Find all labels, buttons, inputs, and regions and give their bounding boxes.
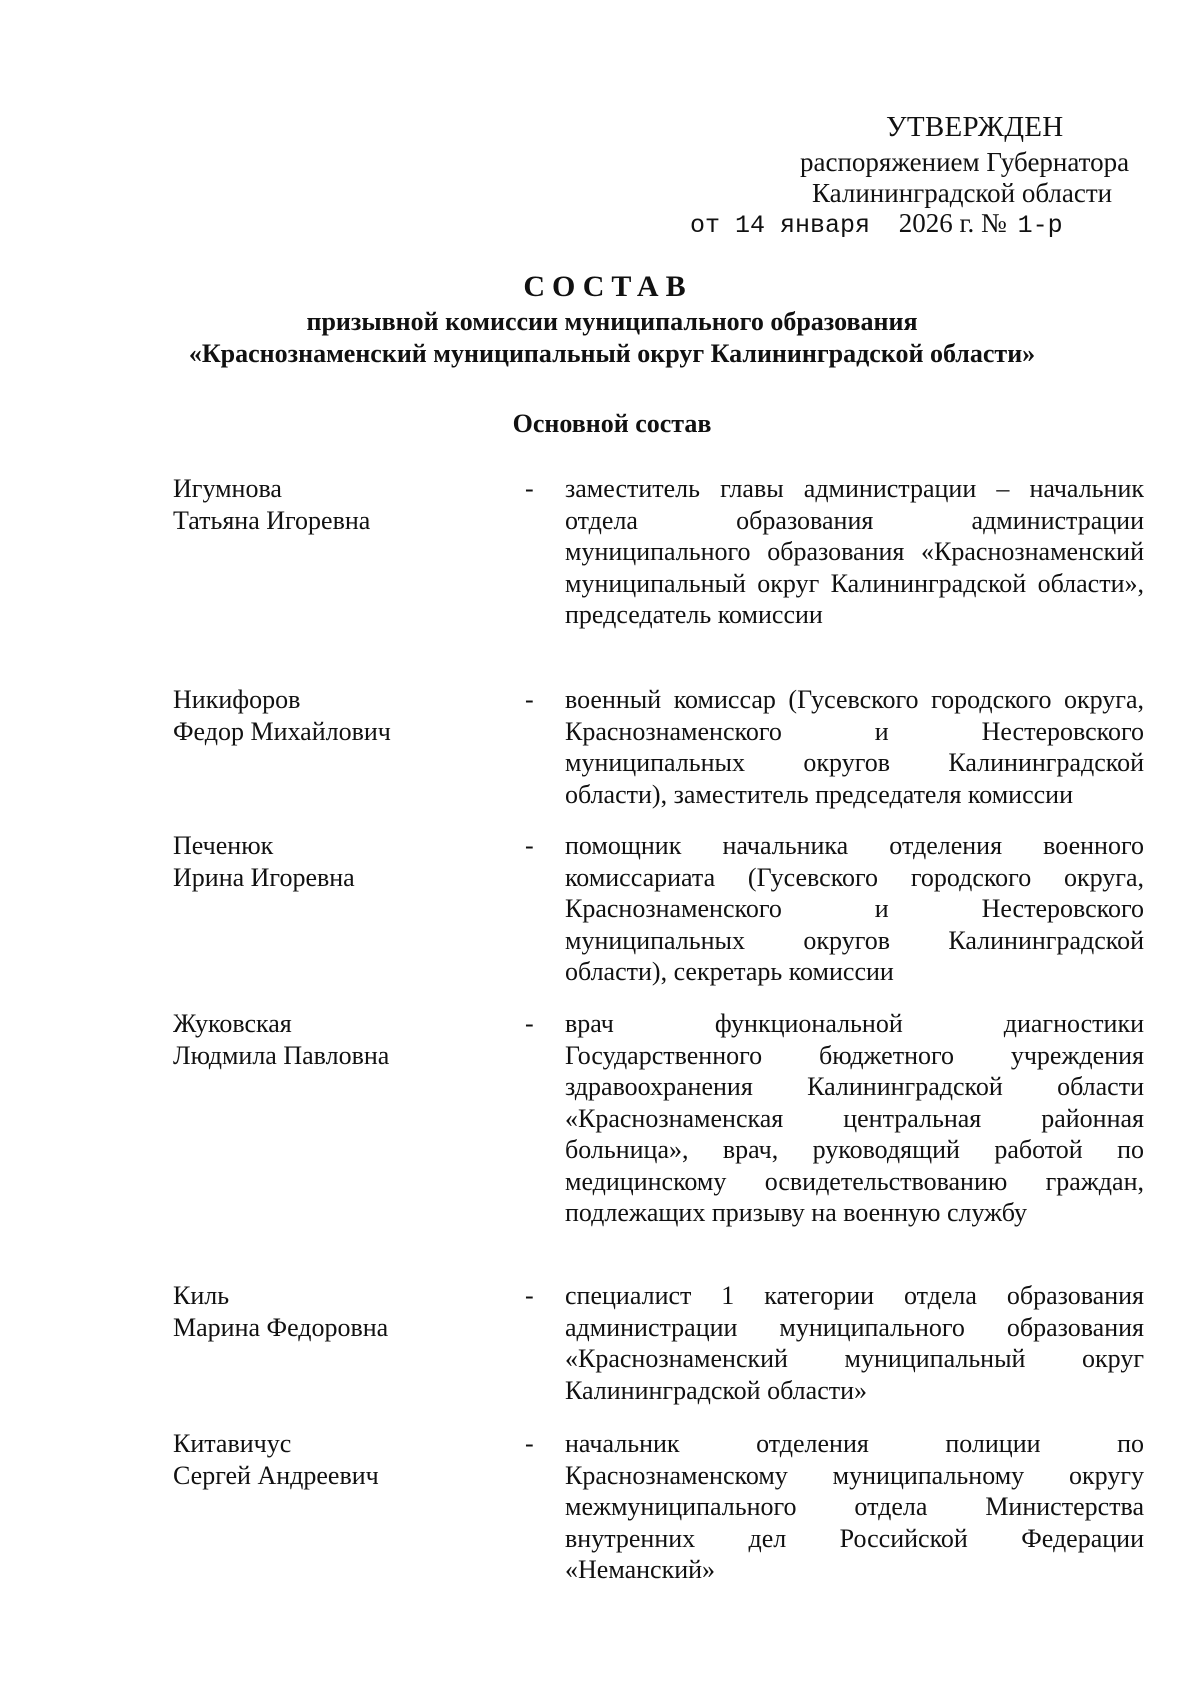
member-given-names: Татьяна Игоревна (173, 506, 371, 535)
document-title: СОСТАВ (523, 270, 693, 303)
member-name (173, 1008, 503, 1072)
member-role: врач функциональной диагностики Государственного бюджетного учреждения здравоохранения Калининградской области «Краснознаменская центральная районная больница», врач, руководящий работой по медицинскому освидетельствованию граждан, подлежащих призыву на военную службу (565, 1009, 1144, 1227)
member-role: специалист 1 категории отдела образования администрации муниципального образования «Краснознаменский муниципальный округ Калининградской области» (565, 1281, 1144, 1405)
member-role: военный комиссар (Гусевского городского округа, Краснознаменского и Нестеровского муниципальных округов Калининградской области), заместитель председателя комиссии (565, 685, 1144, 809)
document-subtitle-line-2: «Краснознаменский муниципальный округ Калининградской области» (188, 339, 1036, 368)
member-given-names: Ирина Игоревна (173, 863, 355, 892)
member-surname: Киль (173, 1281, 230, 1310)
member-surname: Печенюк (173, 831, 274, 860)
approved-by-order: распоряжением Губернатора (800, 147, 1130, 177)
member-role: помощник начальника отделения военного комиссариата (Гусевского городского округа, Краснознаменского и Нестеровского муниципальных округов Калининградской области), секретарь комиссии (565, 831, 1144, 986)
member-name (173, 684, 503, 748)
member-surname: Никифоров (173, 685, 301, 714)
approval-date: от 14 января (690, 211, 871, 240)
section-heading: Основной состав (512, 409, 712, 438)
member-given-names: Людмила Павловна (173, 1041, 390, 1070)
separator-dash: - (525, 1009, 534, 1038)
member-role: заместитель главы администрации – начальник отдела образования администрации муниципального образования «Краснознаменский муниципальный округ Калининградской области», председатель комиссии (565, 474, 1144, 629)
separator-dash: - (525, 474, 534, 503)
member-given-names: Сергей Андреевич (173, 1461, 379, 1490)
member-surname: Игумнова (173, 474, 282, 503)
member-name (173, 1280, 503, 1344)
member-given-names: Федор Михайлович (173, 717, 391, 746)
approval-date-line (690, 208, 1063, 241)
approved-region: Калининградской области (812, 178, 1113, 208)
approved-label: УТВЕРЖДЕН (886, 111, 1064, 143)
member-name (173, 830, 503, 894)
approval-year: 2026 г. № (898, 208, 1007, 238)
member-name (173, 473, 503, 537)
separator-dash: - (525, 685, 534, 714)
member-given-names: Марина Федоровна (173, 1313, 389, 1342)
approval-number: 1-р (1017, 211, 1063, 240)
separator-dash: - (525, 1429, 534, 1458)
separator-dash: - (525, 1281, 534, 1310)
separator-dash: - (525, 831, 534, 860)
member-role: начальник отделения полиции по Краснознаменскому муниципальному округу межмуниципального отдела Министерства внутренних дел Российской Федерации «Неманский» (565, 1429, 1144, 1584)
member-surname: Жуковская (173, 1009, 292, 1038)
member-surname: Китавичус (173, 1429, 292, 1458)
member-name (173, 1428, 503, 1492)
document-subtitle-line-1: призывной комиссии муниципального образования (306, 307, 918, 336)
